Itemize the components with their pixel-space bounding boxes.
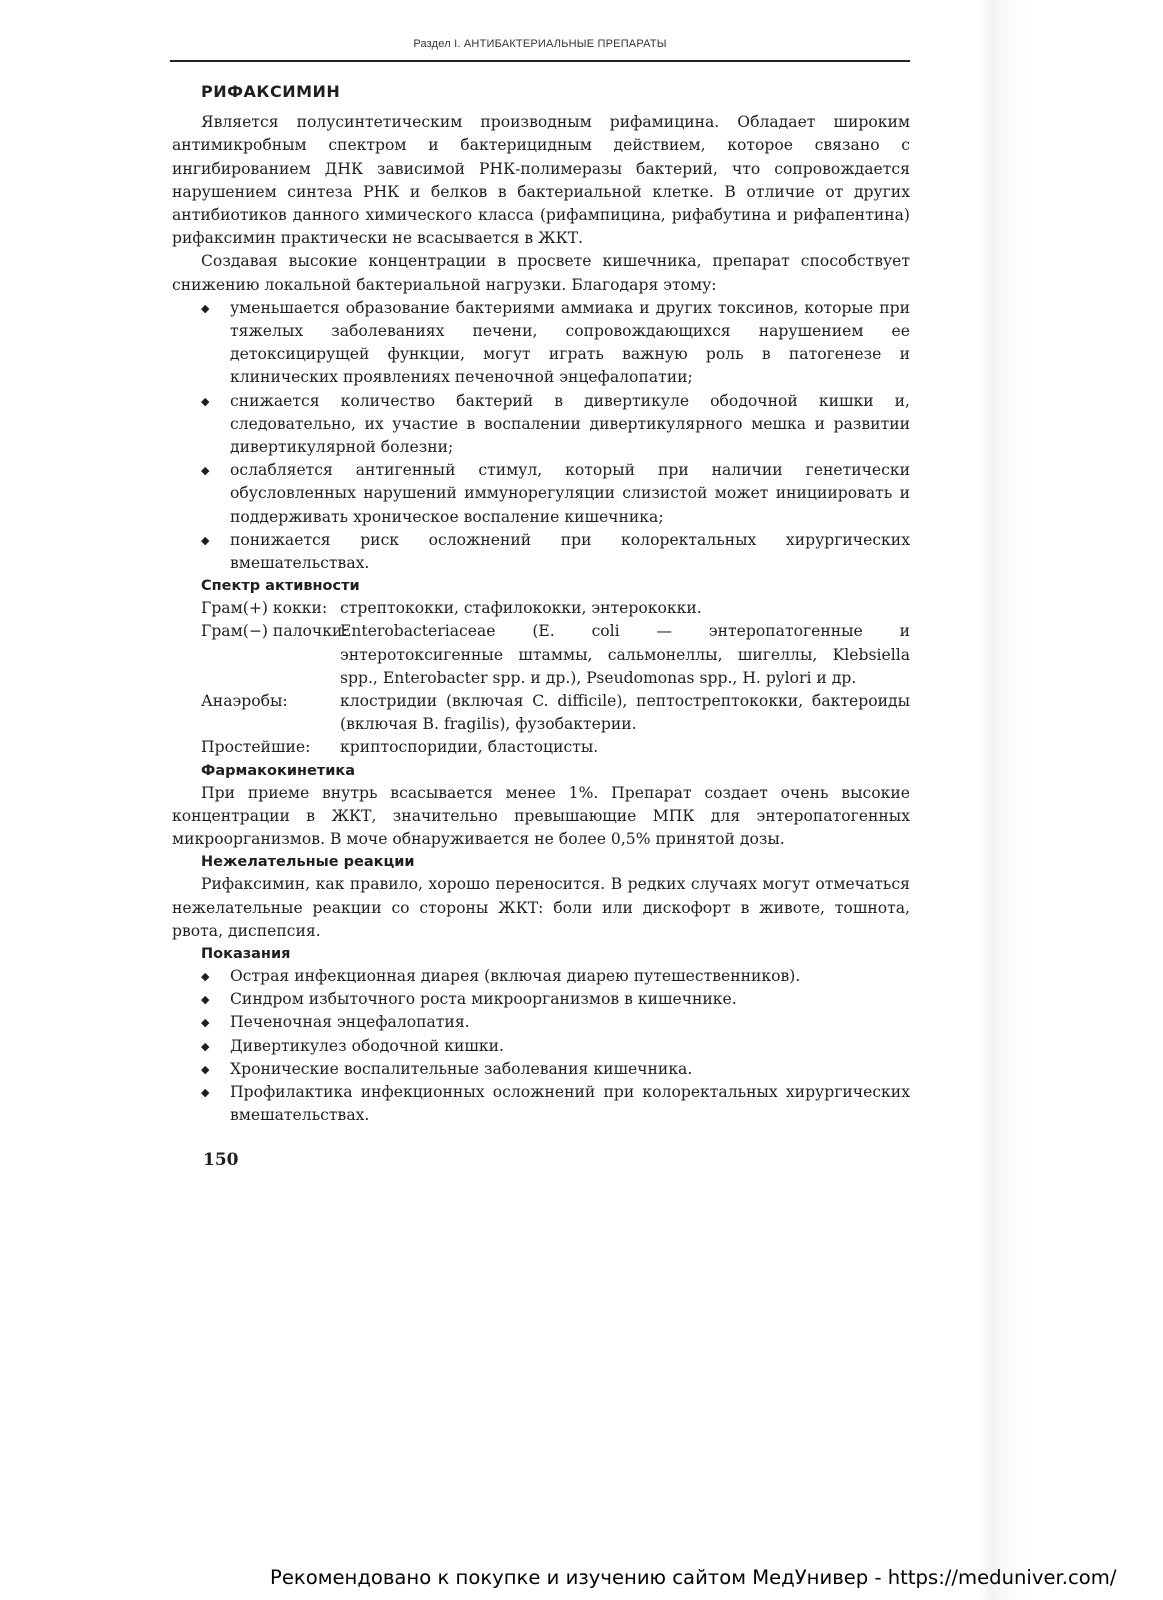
bullet-icon: ◆ bbox=[201, 1062, 210, 1076]
spectrum-row: Грам(+) кокки: стрептококки, стафилококки, энтерококки. bbox=[201, 599, 702, 618]
intro-paragraph-2: Создавая высокие концентрации в просвете кишечника, препарат способствует снижению локальной бактериальной нагрузки. Благодаря этому: bbox=[172, 252, 910, 294]
spectrum-row: Простейшие: криптоспоридии, бластоцисты. bbox=[201, 738, 599, 757]
page-number: 150 bbox=[203, 1150, 239, 1170]
bullet-icon: ◆ bbox=[201, 993, 210, 1007]
list-item: ◆ понижается риск осложнений при колоректальных хирургических вмешательствах. bbox=[201, 530, 910, 573]
list-item: ◆ Хронические воспалительные заболевания кишечника. bbox=[172, 1058, 910, 1081]
bullet-icon: ◆ bbox=[201, 969, 210, 983]
article bbox=[172, 72, 910, 1127]
list-item: ◆ Синдром избыточного роста микроорганизмов в кишечнике. bbox=[172, 988, 910, 1011]
adverse-reactions-text: Рифаксимин, как правило, хорошо переносится. В редких случаях могут отмечаться нежелательные реакции со стороны ЖКТ: боли или дискофорт в животе, тошнота, рвота, диспепсия. bbox=[172, 875, 910, 940]
spectrum-table bbox=[172, 597, 910, 759]
bullet-icon: ◆ bbox=[201, 394, 210, 408]
bullet-icon: ◆ bbox=[201, 1016, 210, 1030]
bullet-icon: ◆ bbox=[201, 533, 210, 547]
intro-paragraph-1: Является полусинтетическим производным рифамицина. Обладает широким антимикробным спектром и бактерицидным действием, которое связано с ингибированием ДНК зависимой РНК-полимеразы бактерий, что сопровождается нарушением синтеза РНК и белков в бактериальной клетке. В отличие от других антибиотиков данного химического класса (рифампицина, рифабутина и рифапентина) рифаксимин практически не всасывается в ЖКТ. bbox=[172, 113, 910, 248]
list-item: ◆ уменьшается образование бактериями аммиака и других токсинов, которые при тяжелых заболеваниях печени, сопровождающихся нарушением ее детоксицирущей функции, могут играть важную роль в патогенезе и клинических проявлениях печеночной энцефалопатии; bbox=[201, 298, 910, 387]
list-item: ◆ снижается количество бактерий в дивертикуле ободочной кишки и, следовательно, их участие в воспалении дивертикулярного мешка и развитии дивертикулярной болезни; bbox=[201, 391, 910, 457]
adverse-reactions-heading: Нежелательные реакции bbox=[201, 854, 415, 871]
bullet-icon: ◆ bbox=[201, 301, 210, 315]
spectrum-row: Анаэробы: клостридии (включая C. difficile), пептострептококки, бактероиды (включая B. fragilis), фузобактерии. bbox=[201, 692, 910, 734]
pharmacokinetics-text: При приеме внутрь всасывается менее 1%. Препарат создает очень высокие концентрации в ЖКТ, значительно превышающие МПК для энтеропатогенных микроорганизмов. В моче обнаруживается не более 0,5% принятой дозы. bbox=[172, 783, 910, 849]
spectrum-row: Грам(−) палочки: Enterobacteriaceae (E. coli — энтеропатогенные и энтеротоксигенные штаммы, сальмонеллы, шигеллы, Klebsiella spp., Enterobacter spp. и др.), Pseudomonas spp., H. pylori и др. bbox=[201, 622, 910, 687]
list-item: ◆ Дивертикулез ободочной кишки. bbox=[172, 1035, 910, 1058]
list-item: ◆ Острая инфекционная диарея (включая диарею путешественников). bbox=[172, 965, 910, 988]
pharmacokinetics-heading: Фармакокинетика bbox=[201, 762, 356, 779]
indications-heading: Показания bbox=[201, 945, 291, 962]
list-item: ◆ Профилактика инфекционных осложнений при колоректальных хирургических вмешательствах. bbox=[201, 1082, 910, 1125]
bullet-icon: ◆ bbox=[201, 1085, 210, 1099]
article-title: РИФАКСИМИН bbox=[201, 82, 341, 101]
list-item: ◆ ослабляется антигенный стимул, который при наличии генетически обусловленных нарушений иммунорегуляции слизистой может инициировать и поддерживать хроническое воспаление кишечника; bbox=[201, 461, 910, 526]
effects-list bbox=[172, 297, 910, 575]
indications-list bbox=[172, 965, 910, 1127]
footer-link[interactable]: Рекомендовано к покупке и изучению сайтом МедУнивер - https://meduniver.com/ bbox=[270, 1566, 1117, 1589]
bullet-icon: ◆ bbox=[201, 464, 210, 478]
list-item: ◆ Печеночная энцефалопатия. bbox=[172, 1011, 910, 1034]
spectrum-heading: Спектр активности bbox=[201, 578, 360, 595]
bullet-icon: ◆ bbox=[201, 1039, 210, 1053]
running-header: Раздел I. АНТИБАКТЕРИАЛЬНЫЕ ПРЕПАРАТЫ bbox=[170, 38, 910, 62]
